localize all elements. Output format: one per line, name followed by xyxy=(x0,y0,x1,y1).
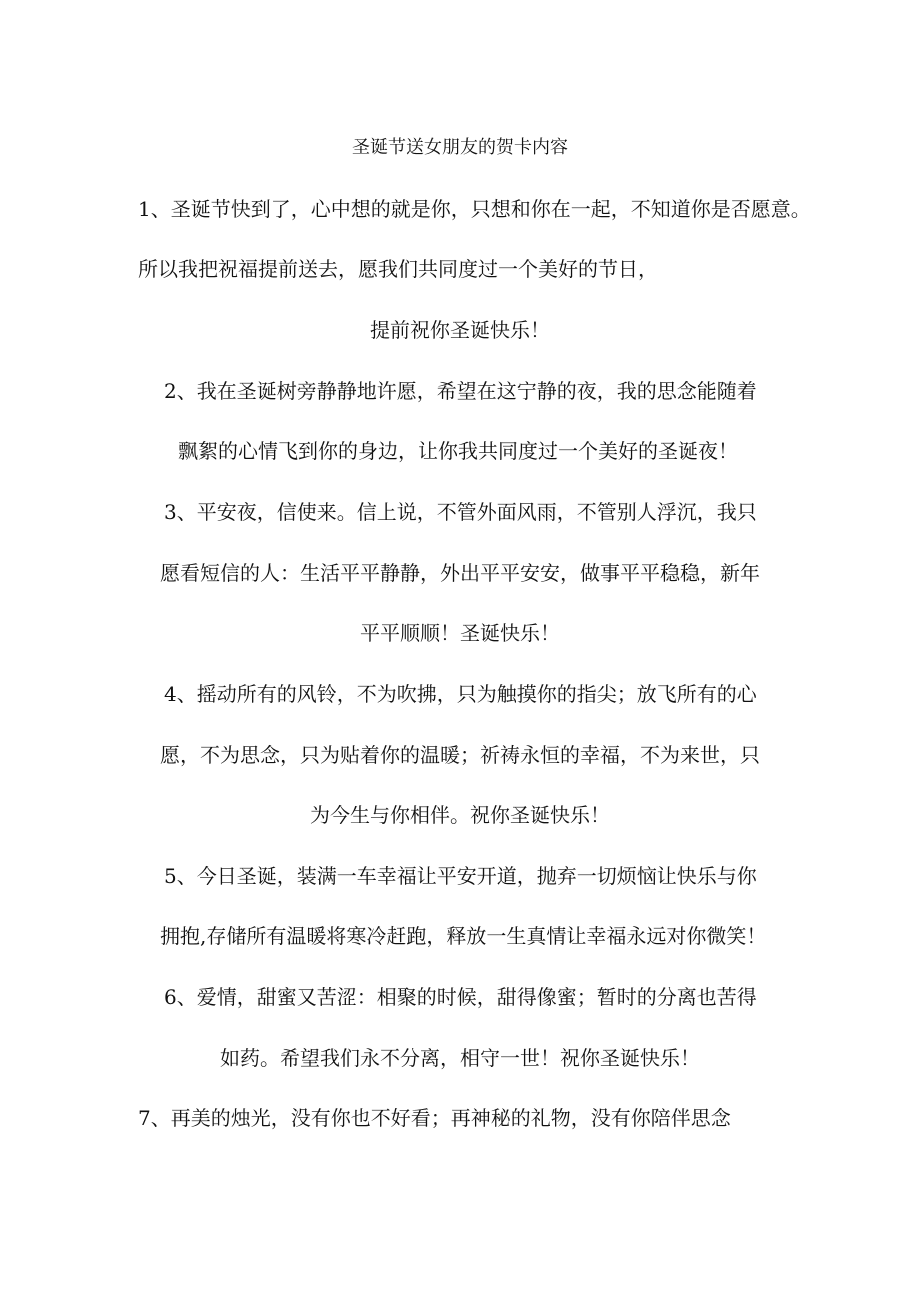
text-line: 2、我在圣诞树旁静静地许愿，希望在这宁静的夜，我的思念能随着 xyxy=(164,379,757,403)
text-line: 7、再美的烛光，没有你也不好看；再神秘的礼物，没有你陪伴思念 xyxy=(138,1106,731,1130)
document-title: 圣诞节送女朋友的贺卡内容 xyxy=(352,137,568,158)
text-line: 飘絮的心情飞到你的身边，让你我共同度过一个美好的圣诞夜！ xyxy=(178,439,738,463)
text-line: 为今生与你相伴。祝你圣诞快乐！ xyxy=(310,803,610,827)
text-line: 平平顺顺！圣诞快乐！ xyxy=(360,621,560,645)
text-line: 1、圣诞节快到了，心中想的就是你，只想和你在一起，不知道你是否愿意。 xyxy=(138,197,811,221)
text-line: 5、今日圣诞，装满一车幸福让平安开道，抛弃一切烦恼让快乐与你 xyxy=(164,864,757,888)
text-line: 6、爱情，甜蜜又苦涩：相聚的时候，甜得像蜜；暂时的分离也苦得 xyxy=(164,985,757,1009)
text-line: 拥抱,存储所有温暖将寒冷赶跑，释放一生真情让幸福永远对你微笑！ xyxy=(160,924,767,948)
text-line: 如药。希望我们永不分离，相守一世！祝你圣诞快乐！ xyxy=(220,1046,700,1070)
text-line: 3、平安夜，信使来。信上说，不管外面风雨，不管别人浮沉，我只 xyxy=(164,500,757,524)
text-line: 愿看短信的人：生活平平静静，外出平平安安，做事平平稳稳，新年 xyxy=(160,561,760,585)
text-line: 提前祝你圣诞快乐！ xyxy=(370,318,550,342)
text-line: 愿，不为思念，只为贴着你的温暖；祈祷永恒的幸福，不为来世，只 xyxy=(160,743,760,767)
text-line: 所以我把祝福提前送去，愿我们共同度过一个美好的节日， xyxy=(138,257,658,281)
text-line: 4、摇动所有的风铃，不为吹拂，只为触摸你的指尖；放飞所有的心 xyxy=(164,682,757,706)
